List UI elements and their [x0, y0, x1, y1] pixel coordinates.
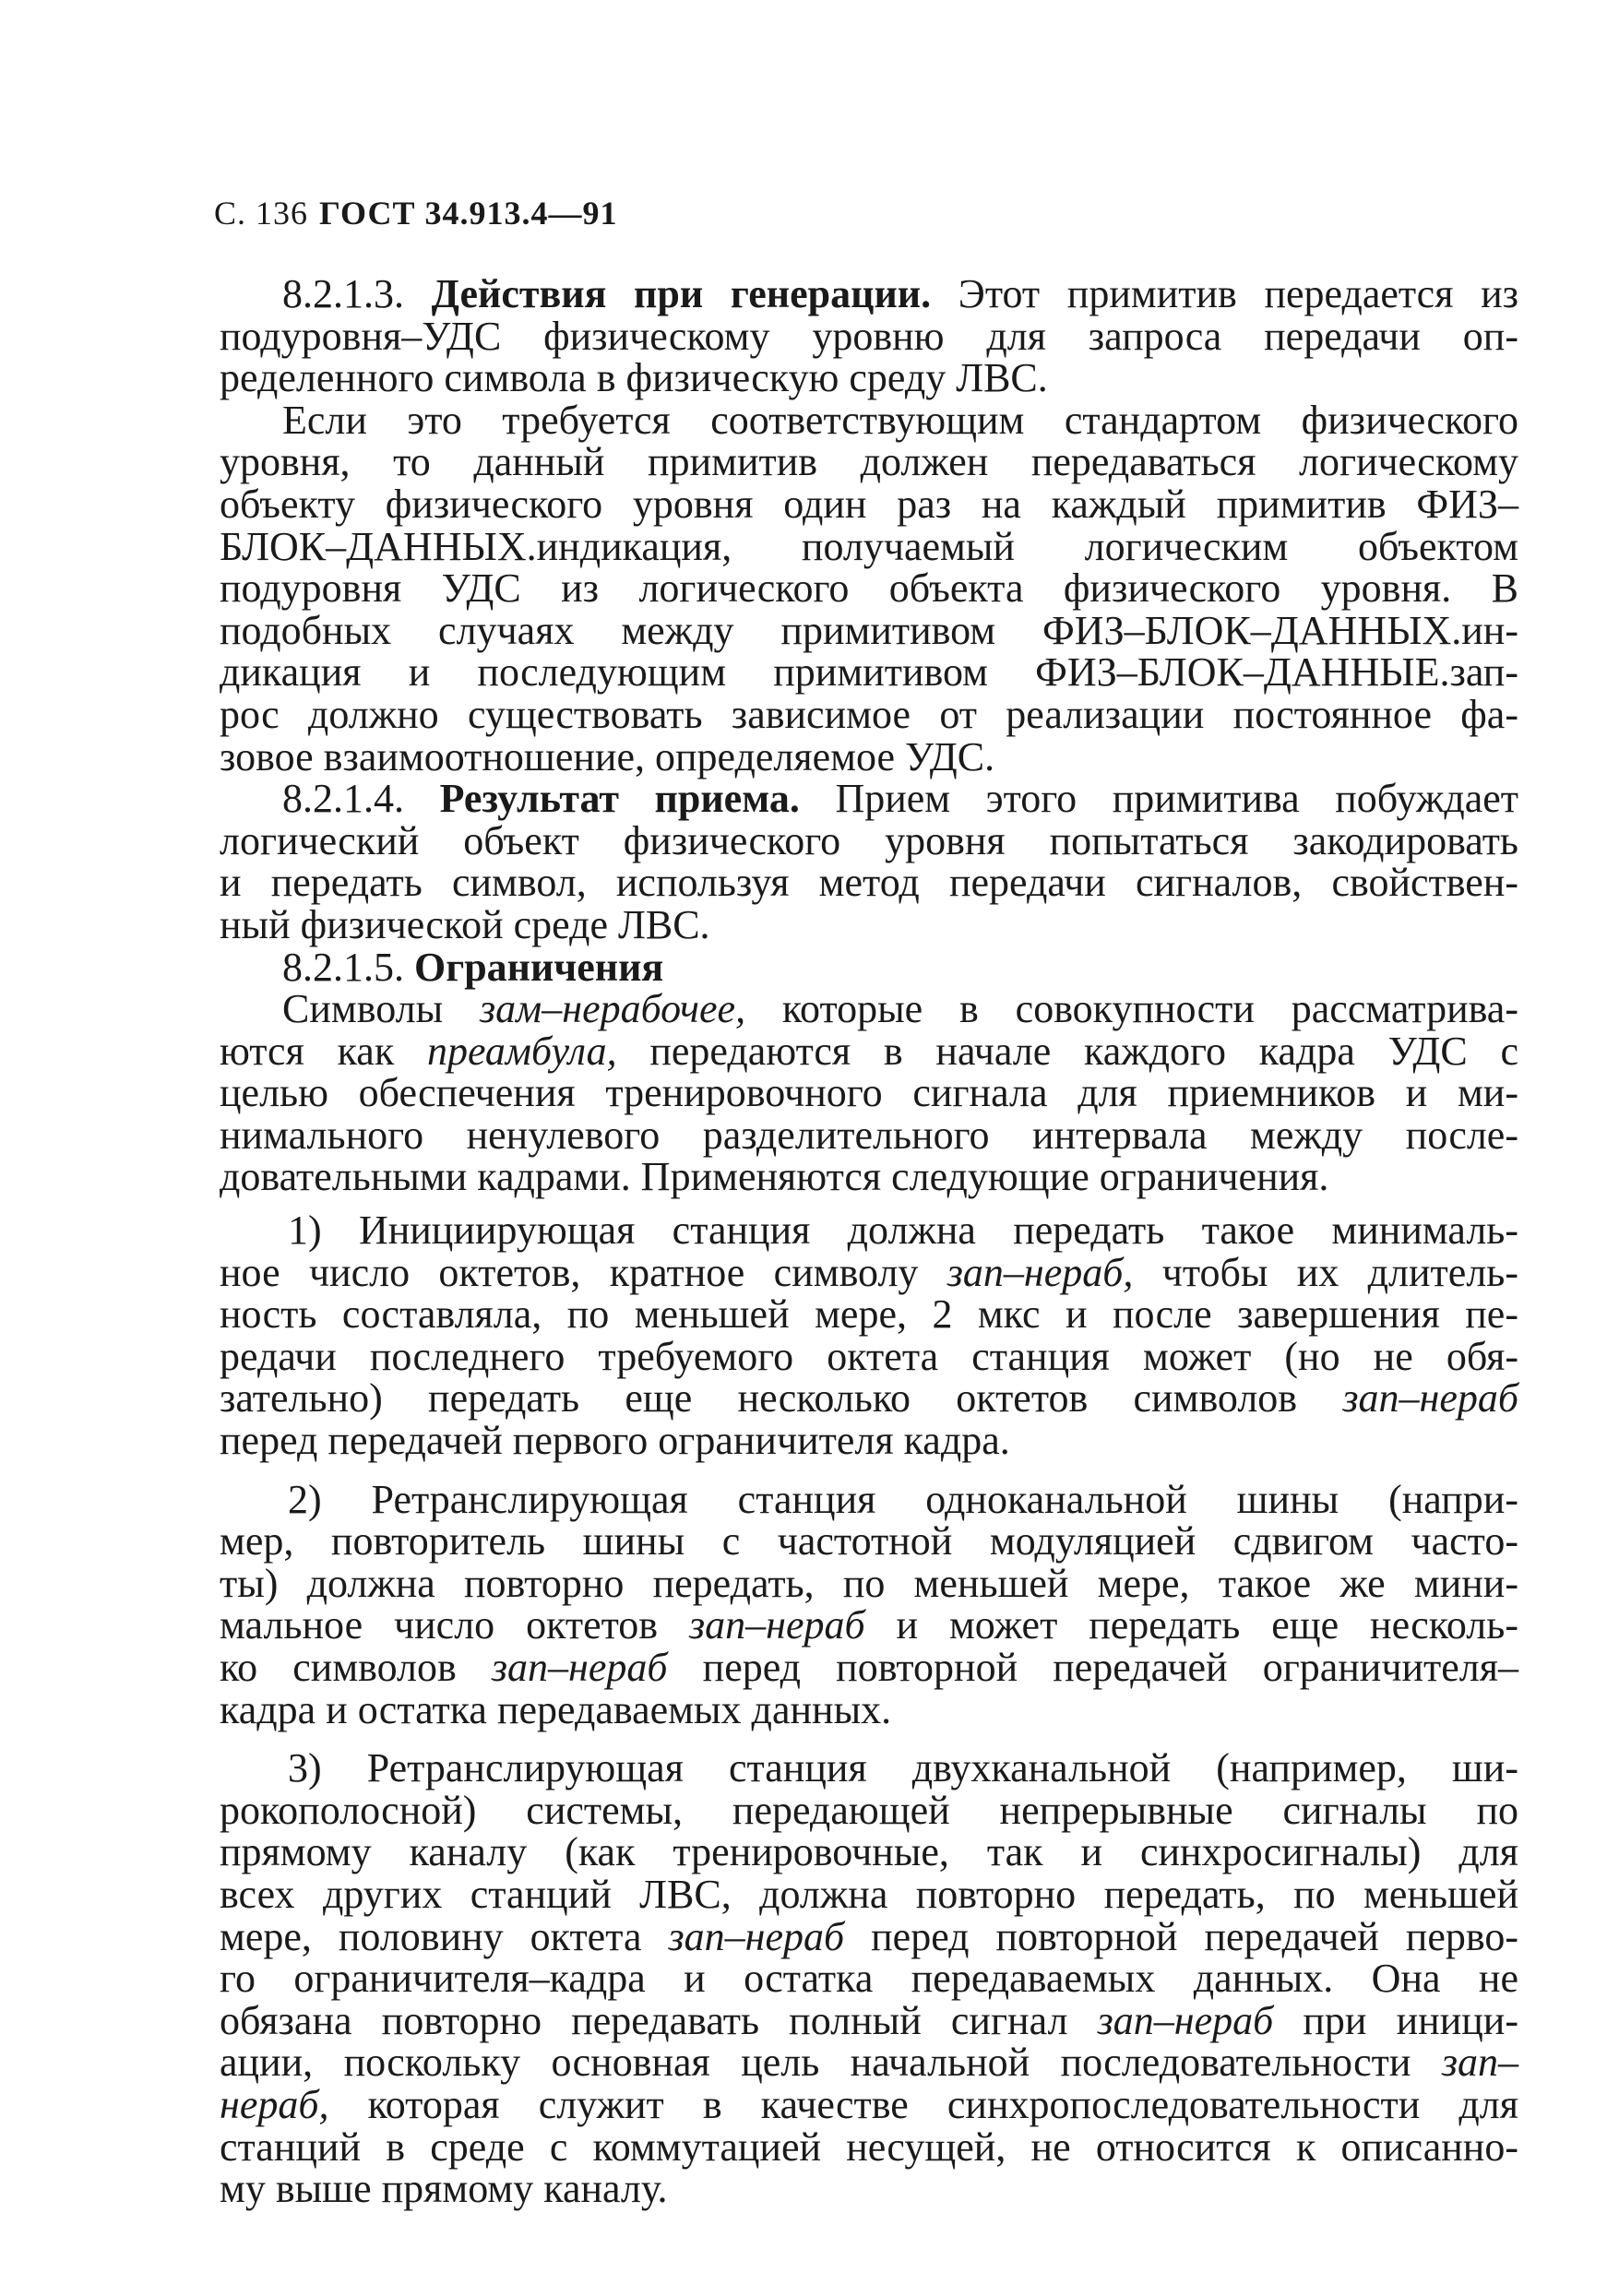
line-text: рос должно существовать зависимое от реализации постоянное фа-: [220, 691, 1518, 737]
text-line: [220, 1030, 1518, 1073]
italic-term: зап–нераб: [1097, 1997, 1274, 2043]
text-line: [220, 483, 1518, 526]
text-line: [220, 1420, 1518, 1462]
line-text: ты) должна повторно передать, по меньшей мере, такое же мини-: [220, 1560, 1518, 1606]
line-text: редачи последнего требуемого октета станция может (но не обя-: [220, 1333, 1518, 1379]
page-header: [214, 194, 617, 232]
line-text: перед передачей первого ограничителя кадра.: [220, 1418, 1010, 1464]
line-text: всех других станций ЛВС, должна повторно передать, по меньшей: [220, 1871, 1518, 1917]
italic-term: зап–нераб: [1342, 1375, 1518, 1422]
line-text: го ограничителя–кадра и остатка передаваемых данных. Она не: [220, 1956, 1518, 2002]
line-text: 8.2.1.4.: [282, 776, 440, 822]
line-text: ации, поскольку основная цель начальной последовательности: [220, 2040, 1442, 2086]
body-text: [220, 273, 1518, 2210]
line-text: 2) Ретранслирующая станция одноканальной шины (напри-: [288, 1476, 1518, 1522]
line-text: и может передать еще несколь-: [864, 1602, 1518, 1648]
text-line: [220, 901, 1518, 947]
line-text: БЛОК–ДАННЫХ.индикация, получаемый логическим объектом: [220, 523, 1518, 569]
italic-term: зап–нераб: [491, 1645, 668, 1690]
line-text: зовое взаимоотношение, определяемое УДС.: [220, 733, 995, 779]
italic-term: зап–нераб,: [946, 1249, 1134, 1295]
line-text: Если это требуется соответствующим стандартом физического: [282, 397, 1518, 443]
text-line: [220, 1293, 1518, 1336]
line-text: целью обеспечения тренировочного сигнала для приемников и ми-: [220, 1070, 1518, 1116]
line-text: дикация и последующим примитивом ФИЗ–БЛОК–ДАННЫЕ.зап-: [220, 649, 1518, 696]
text-line: [220, 1997, 1518, 2043]
text-line: [220, 651, 1518, 694]
text-line: [220, 357, 1518, 399]
line-text: подуровня УДС из логического объекта физического уровня. В: [220, 565, 1518, 612]
line-text: мере, половину октета: [220, 1913, 669, 1959]
italic-term: преамбула,: [426, 1028, 617, 1074]
line-text: ный физической среде ЛВС.: [220, 901, 710, 947]
text-line: [220, 315, 1518, 358]
text-line: [220, 946, 1518, 989]
text-line: [220, 1871, 1518, 1917]
page-number: С. 136: [214, 195, 309, 232]
line-text: рокополосной) системы, передающей непрерывные сигналы по: [220, 1787, 1518, 1833]
text-line: [220, 1560, 1518, 1606]
bold-heading: Результат приема.: [439, 776, 800, 822]
bold-heading: Ограничения: [414, 944, 664, 990]
line-text: и передать символ, используя метод передачи сигналов, свойствен-: [220, 860, 1518, 906]
text-line: [220, 778, 1518, 820]
text-line: [220, 1647, 1518, 1689]
line-text: обязана повторно передавать полный сигнал: [220, 1997, 1098, 2043]
text-line: [220, 1913, 1519, 1959]
line-text: которая служит в качестве синхропоследовательности для: [328, 2081, 1518, 2127]
italic-term: зап–нераб: [688, 1602, 865, 1648]
text-line: [220, 862, 1518, 904]
text-line: [220, 607, 1518, 653]
line-text: нимального ненулевого разделительного интервала между после-: [220, 1112, 1518, 1158]
text-line: [220, 1476, 1518, 1522]
line-text: ное число октетов, кратное символу: [220, 1249, 947, 1295]
line-text: кадра и остатка передаваемых данных.: [220, 1686, 892, 1732]
text-line: [220, 2126, 1518, 2169]
text-line: [220, 1831, 1518, 1874]
text-line: [220, 441, 1518, 483]
line-text: прямому каналу (как тренировочные, так и синхросигналы) для: [220, 1829, 1518, 1875]
text-line: [220, 1520, 1518, 1563]
line-text: уровня, то данный примитив должен передаваться логическому: [220, 439, 1518, 485]
text-line: [220, 1747, 1518, 1790]
text-line: [220, 1209, 1518, 1252]
text-line: [220, 1333, 1518, 1379]
text-line: [220, 567, 1518, 610]
text-line: [220, 733, 1518, 779]
text-line: [220, 988, 1518, 1030]
italic-term: зап–нераб: [668, 1913, 845, 1959]
line-text: логический объект физического уровня попытаться закодировать: [220, 817, 1518, 863]
text-line: [220, 1114, 1518, 1157]
text-line: [220, 273, 1518, 315]
text-line: [220, 1249, 1518, 1295]
text-line: [220, 691, 1518, 737]
text-line: [220, 523, 1518, 569]
line-text: ность составляла, по меньшей мере, 2 мкс и после завершения пе-: [220, 1291, 1518, 1338]
line-text: которые в совокупности рассматрива-: [745, 986, 1518, 1032]
text-line: [220, 1072, 1518, 1114]
line-text: зательно) передать еще несколько октетов символов: [220, 1375, 1343, 1422]
line-text: чтобы их длитель-: [1133, 1249, 1518, 1295]
text-line: [220, 1957, 1518, 2000]
line-text: Прием этого примитива побуждает: [799, 776, 1519, 822]
italic-term: нераб,: [220, 2081, 329, 2127]
line-text: ются как: [220, 1028, 427, 1074]
line-text: объекту физического уровня один раз на каждый примитив ФИЗ–: [220, 481, 1518, 527]
text-line: [220, 1686, 1518, 1732]
line-text: мальное число октетов: [220, 1602, 689, 1648]
line-text: Этот примитив передается из: [931, 271, 1519, 316]
text-line: [220, 2041, 1518, 2084]
text-line: [220, 399, 1518, 442]
line-text: 8.2.1.3.: [282, 271, 432, 316]
text-line: [220, 1787, 1518, 1833]
bold-heading: Действия при генерации.: [431, 271, 932, 316]
line-text: ределенного символа в физическую среду ЛВС.: [220, 355, 1048, 401]
line-text: станций в среде с коммутацией несущей, не относится к описанно-: [220, 2124, 1518, 2170]
standard-designation: ГОСТ 34.913.4—91: [319, 195, 618, 232]
line-text: мер, повторитель шины с частотной модуляцией сдвигом часто-: [220, 1518, 1518, 1564]
line-text: 8.2.1.5.: [282, 944, 414, 990]
line-text: передаются в начале каждого кадра УДС с: [616, 1028, 1518, 1074]
text-line: [220, 1604, 1518, 1647]
line-text: подобных случаях между примитивом ФИЗ–БЛОК–ДАННЫХ.ин-: [220, 607, 1518, 653]
text-line: [220, 2168, 1518, 2210]
text-line: [220, 2081, 1518, 2127]
line-text: подуровня–УДС физическому уровню для запроса передачи оп-: [220, 313, 1518, 359]
line-text: ко символов: [220, 1645, 492, 1690]
text-line: [220, 1377, 1518, 1420]
italic-term: зап–: [1441, 2040, 1518, 2086]
text-line: [220, 1156, 1518, 1198]
line-text: довательными кадрами. Применяются следующие ограничения.: [220, 1154, 1329, 1200]
line-text: Символы: [282, 986, 480, 1032]
text-line: [220, 817, 1518, 863]
line-text: 1) Инициирующая станция должна передать такое минималь-: [288, 1207, 1518, 1254]
line-text: му выше прямому каналу.: [220, 2166, 668, 2212]
line-text: при иници-: [1273, 1997, 1518, 2043]
italic-term: зам–нерабочее,: [480, 986, 746, 1032]
line-text: перед повторной передачей перво-: [844, 1913, 1519, 1959]
line-text: перед повторной передачей ограничителя–: [667, 1645, 1518, 1690]
line-text: 3) Ретранслирующая станция двухканальной (например, ши-: [288, 1745, 1518, 1791]
